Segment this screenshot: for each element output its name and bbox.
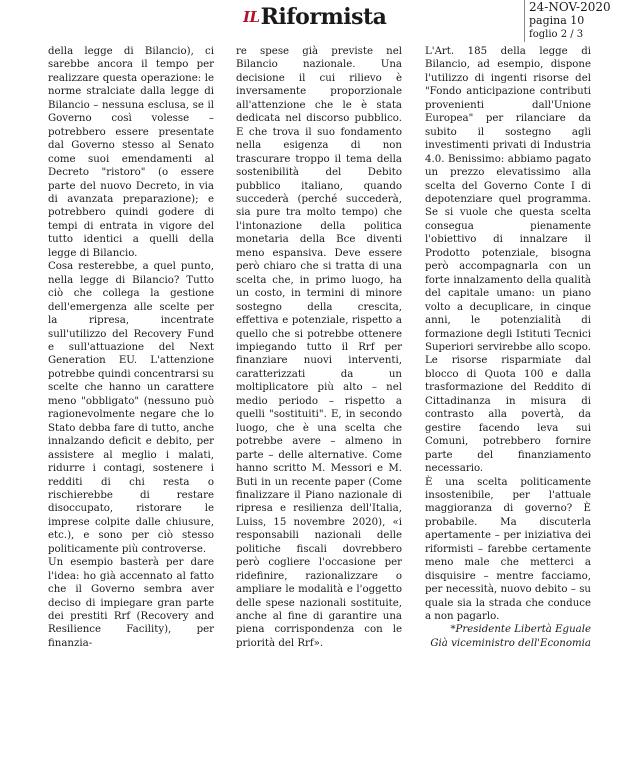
page-header (0, 0, 644, 44)
clipping-page: pagina 10 (529, 14, 585, 27)
logo-text: Riformista (260, 4, 387, 30)
paragraph: della legge di Bilancio), ci sarebbe ancora il tempo per realizzare questa operazione: le norme stralciate dalla legge di Bilancio – nessuna esclusa, se il Governo così volesse – potrebbero essere presentate dal Governo stesso al Senato come suoi emendamenti al Decreto "ristoro" (o essere parte del nuovo Decreto, in via di avanzata preparazione); e potrebbero quindi godere di tempi di entrata in vigore del tutto identici a quelli della legge di Bilancio. (48, 46, 214, 259)
article-column-2 (236, 45, 402, 650)
author-signature: *Presidente Libertà Eguale (450, 624, 591, 636)
logo-prefix: IL (243, 8, 260, 26)
paragraph: Un esempio basterà per dare l'idea: ho già accennato al fatto che il Governo sembra aver deciso di impiegare gran parte dei prestiti Rrf (Recovery and Resilience Facility), per finanzia- (48, 557, 214, 649)
article-column-1 (48, 45, 214, 650)
article-column-3 (425, 45, 591, 650)
clipping-meta (524, 0, 644, 42)
paragraph: L'Art. 185 della legge di Bilancio, ad esempio, dispone l'utilizzo di ingenti risorse del "Fondo anticipazione contributi provenienti dall'Unione Europea" per rilanciare da subito il sostegno agli investimenti privati di Industria 4.0. Benissimo: abbiamo pagato un prezzo elevatissimo alla scelta del Governo Conte I di depotenziare quel programma. Se si vuole che questa scelta consegua pienamente l'obiettivo di innalzare il Prodotto potenziale, bisogna però accompagnarla con un forte innalzamento della qualità del capitale umano: un piano volto a decuplicare, in cinque anni, le potenzialità di formazione degli Istituti Tecnici Superiori servirebbe allo scopo. Le risorse risparmiate dal blocco di Quota 100 e dalla trasformazione del Reddito di Cittadinanza in misura di contrasto alla povertà, da gestire facendo leva sui Comuni, potrebbero fornire parte del finanziamento necessario. (425, 46, 591, 475)
paragraph: È una scelta politicamente insostenibile, per l'attuale maggioranza di governo? È probabile. Ma discuterla apertamente – per iniziativa dei riformisti – farebbe certamente meno male che metterci a disquisire – mentre facciamo, per necessità, nuovo debito – su quale sia la strada che conduce a non pagarlo. (425, 476, 591, 623)
newspaper-logo (243, 4, 386, 30)
paragraph: Cosa resterebbe, a quel punto, nella legge di Bilancio? Tutto ciò che collega la gestione dell'emergenza alle scelte per la ripresa, incentrate sull'utilizzo del Recovery Fund e sull'attuazione del Next Generation EU. L'attenzione potrebbe quindi concentrarsi su scelte che hanno un carattere meno "obbligato" (nessuno può ragionevolmente negare che lo Stato debba fare di tutto, anche innalzando deficit e debito, per assistere al meglio i malati, ridurre i contagi, sostenere i redditi di chi resta o rischierebbe di restare disoccupato, ristorare le imprese colpite dalle chiusure, etc.), e sono per ciò stesso politicamente più controverse. (48, 261, 214, 555)
paragraph: re spese già previste nel Bilancio nazionale. Una decisione il cui rilievo è inversamente proporzionale all'attenzione che le è stata dedicata nel discorso pubblico. E che trova il suo fondamento nella esigenza di non trascurare troppo il tema della sostenibilità del Debito pubblico italiano, quando succederà (perché succederà, sia pure tra molto tempo) che l'intonazione della politica monetaria della Bce diventi meno espansiva. Deve essere però chiaro che si tratta di una scelta che, in primo luogo, ha un costo, in termini di minore sostegno della crescita, effettiva e potenziale, rispetto a quello che si potrebbe ottenere impiegando tutto il Rrf per finanziare nuovi interventi, caratterizzati da un moltiplicatore più alto – nel medio periodo – rispetto a quelli "sostituiti". E, in secondo luogo, che è una scelta che potrebbe avere – almeno in parte – delle alternative. Come hanno scritto M. Messori e M. Buti in un recente paper (Come finalizzare il Piano nazionale di ripresa e resilienza dell'Italia, Luiss, 15 novembre 2020), «i responsabili nazionali delle politiche fiscali dovrebbero però cogliere l'occasione per ridefinire, razionalizzare o ampliare le modalità e l'oggetto delle spese nazionali sostituite, anche al fine di garantire una piena corrispondenza con le priorità del Rrf». (236, 46, 402, 649)
author-role: Già viceministro dell'Economia (430, 637, 591, 649)
clipping-sheet: foglio 2 / 3 (529, 29, 584, 40)
article-body (48, 45, 596, 649)
clipping-date: 24-NOV-2020 (529, 0, 611, 14)
